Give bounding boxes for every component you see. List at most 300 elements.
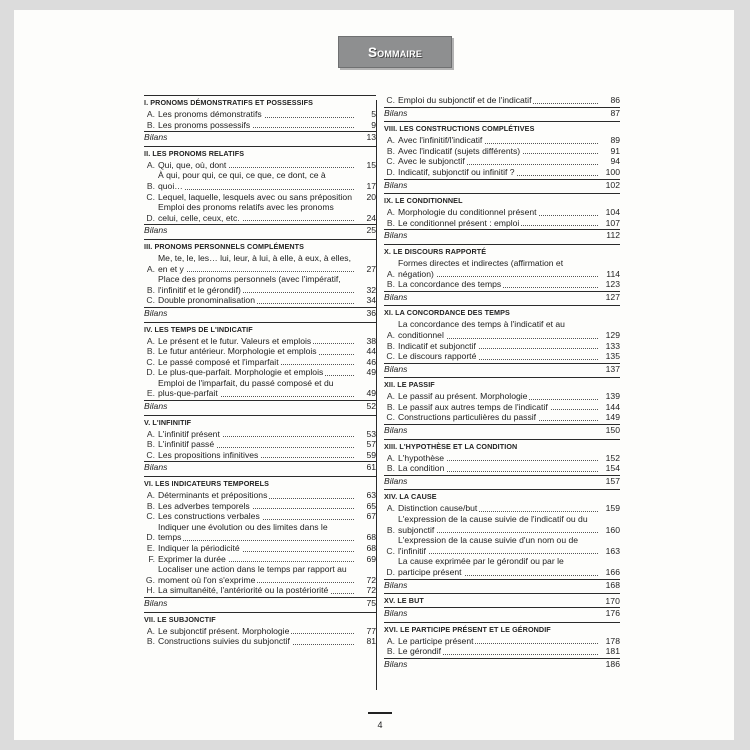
toc-section [144,322,376,412]
toc-entry[interactable] [384,503,620,514]
bilans-label: Bilans [144,462,168,473]
bilans-page-number: 25 [366,225,376,236]
toc-section [384,244,620,302]
entry-text: Les pronoms démonstratifs [158,109,262,119]
toc-entry[interactable] [384,402,620,413]
toc-entry[interactable] [144,192,376,203]
bilans-entry[interactable] [144,461,376,473]
toc-entry[interactable] [384,95,620,106]
bilans-page-number: 176 [605,608,620,619]
entry-text: L'expression de la cause suivie de l'indicatif ou du subjonctif [398,514,588,535]
toc-entry[interactable] [384,167,620,178]
toc-entry[interactable] [144,336,376,347]
entry-letter: B. [386,463,395,474]
toc-entry[interactable] [144,429,376,440]
entry-page-number: 63 [366,490,376,501]
entry-text-wrap [158,636,354,647]
entry-letter: A. [386,329,395,340]
entry-letter: B. [386,279,395,290]
entry-page-number: 123 [605,279,620,290]
entry-text-wrap [158,253,354,274]
bilans-label: Bilans [384,179,408,190]
page-title-banner [338,36,452,68]
entry-text-wrap [398,167,598,178]
entry-letter: B. [146,284,155,295]
bilans-label: Bilans [384,579,408,590]
toc-entry[interactable] [144,170,376,191]
entry-letter: A. [146,109,155,119]
bilans-entry[interactable] [144,224,376,236]
entry-letter: A. [146,625,155,636]
toc-section [144,146,376,236]
toc-entry[interactable] [384,135,620,146]
entry-text: Indicatif, subjonctif ou infinitif ? [398,166,515,177]
entry-text-wrap [158,626,354,637]
bilans-page-number: 61 [366,462,376,473]
entry-text: Me, te, le, les… lui, leur, à lui, à elle, à eux, à elles, en et y [158,252,351,274]
entry-page-number: 53 [366,428,376,439]
toc-section [384,305,620,374]
entry-page-number: 49 [366,367,376,378]
section-title: IV. LES TEMPS DE L'INDICATIF [144,324,253,334]
section-title: XI. LA CONCORDANCE DES TEMPS [384,308,510,318]
toc-entry[interactable] [384,636,620,647]
entry-text: Constructions suivies du subjonctif [158,636,290,647]
toc-entry[interactable] [144,636,376,647]
toc-entry[interactable] [384,453,620,464]
bilans-page-number: 87 [610,107,620,118]
bilans-entry[interactable] [144,597,376,609]
entry-letter: B. [146,636,155,647]
entry-page-number: 59 [366,449,376,460]
entry-letter: D. [386,166,395,177]
entry-text: Le participe présent [398,635,474,646]
section-title: XVI. LE PARTICIPE PRÉSENT ET LE GÉRONDIF [384,624,551,634]
entry-page-number: 129 [605,329,620,340]
entry-text: Qui, que, où, dont [158,159,227,170]
entry-text: Lequel, laquelle, lesquels avec ou sans préposition [158,191,352,202]
entry-letter: C. [386,156,395,167]
bilans-page-number: 127 [605,291,620,302]
section-title: VI. LES INDICATEURS TEMPORELS [144,479,269,489]
entry-text: Place des pronoms personnels (avec l'impératif, l'infinitif et le gérondif) [158,274,341,295]
toc-entry[interactable] [384,351,620,362]
entry-text: Le discours rapporté [398,351,477,362]
entry-letter: A. [146,335,155,346]
entry-letter: B. [146,346,155,357]
bilans-page-number: 112 [606,230,620,241]
bilans-entry[interactable] [384,291,620,303]
toc-entry[interactable] [384,207,620,218]
toc-entry[interactable] [144,160,376,171]
entry-letter: B. [386,524,395,535]
entry-text: Le passif aux autres temps de l'indicatif [398,401,548,412]
entry-text-wrap [158,501,354,512]
entry-text-wrap [158,450,354,461]
entry-text-wrap [398,412,598,423]
toc-entry[interactable] [384,341,620,352]
entry-text: Localiser une action dans le temps par rapport au moment où l'on s'exprime [158,564,347,585]
toc-entry[interactable] [384,391,620,402]
entry-letter: E. [146,543,155,553]
toc-entry[interactable] [144,543,376,554]
toc-entry[interactable] [144,109,376,120]
entry-letter: B. [386,340,395,351]
entry-text: Indicatif et subjonctif [398,340,476,351]
entry-text-wrap [398,402,598,413]
toc-entry[interactable] [144,357,376,368]
entry-text-wrap [398,556,598,577]
entry-text: Double pronominalisation [158,295,255,306]
toc-section [144,415,376,473]
entry-text: Morphologie du conditionnel présent [398,207,537,218]
entry-letter: B. [146,500,155,511]
toc-entry[interactable] [144,120,376,131]
bilans-label: Bilans [384,475,408,486]
entry-text: Le conditionnel présent : emploi [398,217,520,228]
bilans-entry[interactable] [384,424,620,436]
bilans-entry[interactable] [384,179,620,191]
bilans-label: Bilans [144,597,168,608]
entry-letter: C. [386,95,395,105]
leader-dots [158,189,354,190]
entry-page-number: 5 [371,109,376,119]
section-title: VIII. LES CONSTRUCTIONS COMPLÉTIVES [384,124,535,134]
bilans-page-number: 186 [605,658,620,669]
entry-text-wrap [398,646,598,657]
entry-text-wrap [398,95,598,106]
toc-section [384,95,620,118]
toc-entry[interactable] [144,439,376,450]
toc-section [384,439,620,487]
entry-text: Les propositions infinitives [158,449,259,460]
toc-section [144,476,376,609]
entry-letter: A. [386,268,395,279]
entry-text: La cause exprimée par le gérondif ou par le participe présent [398,556,564,577]
toc-entry[interactable] [144,490,376,501]
entry-letter: B. [386,217,395,228]
entry-page-number: 91 [610,145,620,156]
section-title: XII. LE PASSIF [384,380,435,390]
section-title: I. PRONOMS DÉMONSTRATIFS ET POSSESSIFS [144,98,313,107]
entry-text: Distinction cause/but [398,503,478,514]
entry-letter: A. [386,503,395,514]
bilans-entry[interactable] [144,307,376,319]
entry-text: La condition [398,463,445,474]
entry-letter: B. [146,180,155,191]
toc-section [384,193,620,241]
toc-entry[interactable] [384,319,620,340]
entry-page-number: 72 [366,574,376,585]
entry-text: L'hypothèse [398,452,445,463]
entry-page-number: 163 [605,545,620,556]
entry-text: Emploi de l'imparfait, du passé composé et du plus-que-parfait [158,377,334,399]
toc-entry[interactable] [144,511,376,522]
toc-entry[interactable] [384,463,620,474]
entry-letter: D. [146,532,155,543]
entry-letter: C. [146,295,155,306]
bilans-page-number: 75 [366,597,376,608]
bilans-label: Bilans [384,658,408,669]
entry-text: Les pronoms possessifs [158,119,251,130]
bilans-label: Bilans [384,230,408,241]
entry-text-wrap [398,258,598,279]
entry-page-number: 72 [366,585,376,596]
entry-text-wrap [398,503,598,514]
entry-text: Le présent et le futur. Valeurs et emplois [158,335,312,346]
bilans-label: Bilans [384,608,408,619]
entry-letter: C. [386,351,395,362]
entry-text: L'infinitif passé [158,439,215,450]
toc-section [384,489,620,590]
toc-entry[interactable] [144,346,376,357]
entry-page-number: 17 [366,180,376,191]
entry-page-number: 139 [605,391,620,402]
entry-page-number: 152 [605,452,620,463]
toc-entry[interactable] [384,646,620,657]
entry-text-wrap [158,490,354,501]
toc-entry[interactable] [144,626,376,637]
bilans-page-number: 36 [366,307,376,318]
entry-letter: A. [386,635,395,646]
toc-entry[interactable] [384,535,620,556]
entry-page-number: 86 [610,95,620,105]
bilans-page-number: 102 [605,179,620,190]
entry-text-wrap [158,429,354,440]
toc-entry[interactable] [144,274,376,295]
entry-letter: B. [146,439,155,450]
bilans-entry[interactable] [384,658,620,670]
entry-text-wrap [158,346,354,357]
bilans-entry[interactable] [144,131,376,143]
entry-letter: A. [146,490,155,501]
entry-text: Emploi des pronoms relatifs avec les pronoms celui, celle, ceux, etc. [158,202,334,223]
bilans-page-number: 157 [605,475,620,486]
entry-page-number: 135 [605,351,620,362]
bilans-entry[interactable] [384,475,620,487]
entry-letter: H. [146,585,155,596]
entry-letter: A. [386,135,395,146]
entry-text-wrap [158,160,354,171]
entry-text-wrap [158,378,354,399]
entry-page-number: 144 [605,401,620,412]
entry-text-wrap [398,319,598,340]
entry-text-wrap [158,357,354,368]
entry-page-number: 178 [605,635,620,646]
toc-section [144,95,376,143]
toc-entry[interactable] [384,146,620,157]
entry-text-wrap [158,367,354,378]
entry-text: La concordance des temps à l'indicatif et au conditionnel [398,319,565,340]
entry-letter: C. [146,356,155,367]
entry-text-wrap [158,585,354,596]
section-title-text: XV. LE BUT [384,596,424,606]
toc-entry[interactable] [144,295,376,306]
bilans-label: Bilans [384,107,408,118]
toc-section [384,593,620,619]
entry-text-wrap [158,202,354,223]
bilans-label: Bilans [384,425,408,436]
bilans-entry[interactable] [384,607,620,619]
bilans-page-number: 150 [605,425,620,436]
entry-text: Emploi du subjonctif et de l'indicatif [398,95,532,105]
toc-entry[interactable] [384,218,620,229]
entry-page-number: 133 [605,340,620,351]
bilans-page-number: 52 [366,401,376,412]
entry-page-number: 104 [605,207,620,218]
entry-letter: A. [386,207,395,218]
entry-text-wrap [158,170,354,191]
entry-page-number: 69 [366,553,376,564]
entry-letter: A. [146,263,155,274]
entry-page-number: 67 [366,511,376,522]
entry-letter: D. [146,212,155,223]
toc-left-column [144,95,376,650]
entry-text: La concordance des temps [398,279,502,290]
entry-text-wrap [158,543,354,554]
toc-entry[interactable] [144,554,376,565]
entry-page-number: 114 [606,268,620,279]
entry-page-number: 154 [605,463,620,474]
entry-text: Formes directes et indirectes (affirmation et négation) [398,257,564,279]
toc-entry[interactable] [144,378,376,399]
toc-entry[interactable] [144,450,376,461]
page-number: 4 [377,720,383,730]
toc-right-column [384,95,620,673]
entry-letter: F. [148,553,155,564]
toc-entry[interactable] [144,522,376,543]
entry-letter: A. [386,391,395,402]
section-title: II. LES PRONOMS RELATIFS [144,148,245,158]
entry-page-number: 27 [366,263,376,274]
bilans-entry[interactable] [384,579,620,591]
entry-text-wrap [398,341,598,352]
entry-page-number: 94 [610,156,620,167]
bilans-label: Bilans [384,291,408,302]
entry-page-number: 32 [366,284,376,295]
entry-text-wrap [158,522,354,543]
toc-entry[interactable] [384,156,620,167]
entry-page-number: 68 [366,543,376,553]
toc-section [384,622,620,670]
entry-text-wrap [398,535,598,556]
entry-letter: E. [146,388,155,399]
entry-page-number: 15 [366,159,376,170]
leader-dots [398,553,598,554]
entry-page-number: 46 [366,356,376,367]
entry-page-number: 68 [366,532,376,543]
bilans-entry[interactable] [384,363,620,375]
toc-entry[interactable] [144,501,376,512]
entry-text: L'infinitif présent [158,428,220,439]
entry-page-number: 9 [371,119,376,130]
entry-text-wrap [158,274,354,295]
entry-page-number: 24 [366,212,376,223]
entry-letter: D. [386,567,395,577]
entry-page-number: 160 [605,524,620,535]
section-title: IX. LE CONDITIONNEL [384,196,463,206]
footer-rule [368,712,392,714]
bilans-entry[interactable] [384,229,620,241]
toc-entry[interactable] [144,202,376,223]
toc-entry[interactable] [384,412,620,423]
bilans-page-number: 137 [605,363,620,374]
bilans-label: Bilans [384,363,408,374]
entry-text: Le subjonctif présent. Morphologie [158,625,290,636]
toc-entry[interactable] [384,258,620,279]
entry-text: Le passif au présent. Morphologie [398,391,528,402]
toc-entry[interactable] [144,564,376,585]
entry-page-number: 81 [366,636,376,647]
entry-text-wrap [398,218,598,229]
entry-text: L'expression de la cause suivie d'un nom ou de l'infinitif [398,535,579,556]
entry-text: La simultanéité, l'antériorité ou la postériorité [158,585,329,596]
bilans-label: Bilans [144,401,168,412]
entry-letter: C. [386,412,395,423]
entry-page-number: 107 [605,217,620,228]
entry-text: Indiquer une évolution ou des limites dans le temps [158,521,328,543]
toc-entry[interactable] [144,367,376,378]
bilans-entry[interactable] [384,107,620,119]
entry-text-wrap [398,207,598,218]
entry-text: Le passé composé et l'imparfait [158,356,279,367]
section-page-number: 170 [605,596,620,607]
leader-dots [158,271,354,272]
entry-text-wrap [398,156,598,167]
entry-letter: B. [146,119,155,130]
entry-text-wrap [398,135,598,146]
entry-letter: B. [386,646,395,657]
entry-text-wrap [158,554,354,565]
entry-letter: C. [146,511,155,522]
entry-page-number: 89 [610,135,620,146]
toc-entry[interactable] [384,514,620,535]
entry-page-number: 149 [605,412,620,423]
bilans-label: Bilans [144,307,168,318]
entry-text-wrap [398,391,598,402]
entry-page-number: 77 [366,625,376,636]
bilans-label: Bilans [144,225,168,236]
entry-page-number: 20 [366,191,376,202]
entry-letter: C. [386,545,395,556]
toc-entry[interactable] [144,253,376,274]
entry-text: Le gérondif [398,646,442,657]
entry-letter: A. [386,452,395,463]
entry-text: Le plus-que-parfait. Morphologie et emplois [158,367,324,378]
entry-text-wrap [398,453,598,464]
entry-text: Déterminants et prépositions [158,490,268,501]
entry-text-wrap [158,511,354,522]
section-title: XIII. L'HYPOTHÈSE ET LA CONDITION [384,441,518,451]
entry-letter: B. [386,401,395,412]
bilans-entry[interactable] [144,400,376,412]
entry-text: Indiquer la périodicité [158,543,240,553]
entry-text-wrap [158,109,354,120]
entry-letter: A. [146,428,155,439]
toc-entry[interactable] [144,585,376,596]
toc-section [144,239,376,319]
entry-text: Les adverbes temporels [158,500,250,511]
entry-text: Constructions particulières du passif [398,412,537,423]
entry-page-number: 100 [605,166,620,177]
toc-entry[interactable] [384,279,620,290]
section-title: III. PRONOMS PERSONNELS COMPLÉMENTS [144,241,305,251]
column-divider [376,100,377,690]
entry-text: Avec l'indicatif (sujets différents) [398,145,521,156]
entry-text: Avec l'infinitif/l'indicatif [398,135,483,146]
toc-entry[interactable] [384,556,620,577]
entry-page-number: 44 [366,346,376,357]
